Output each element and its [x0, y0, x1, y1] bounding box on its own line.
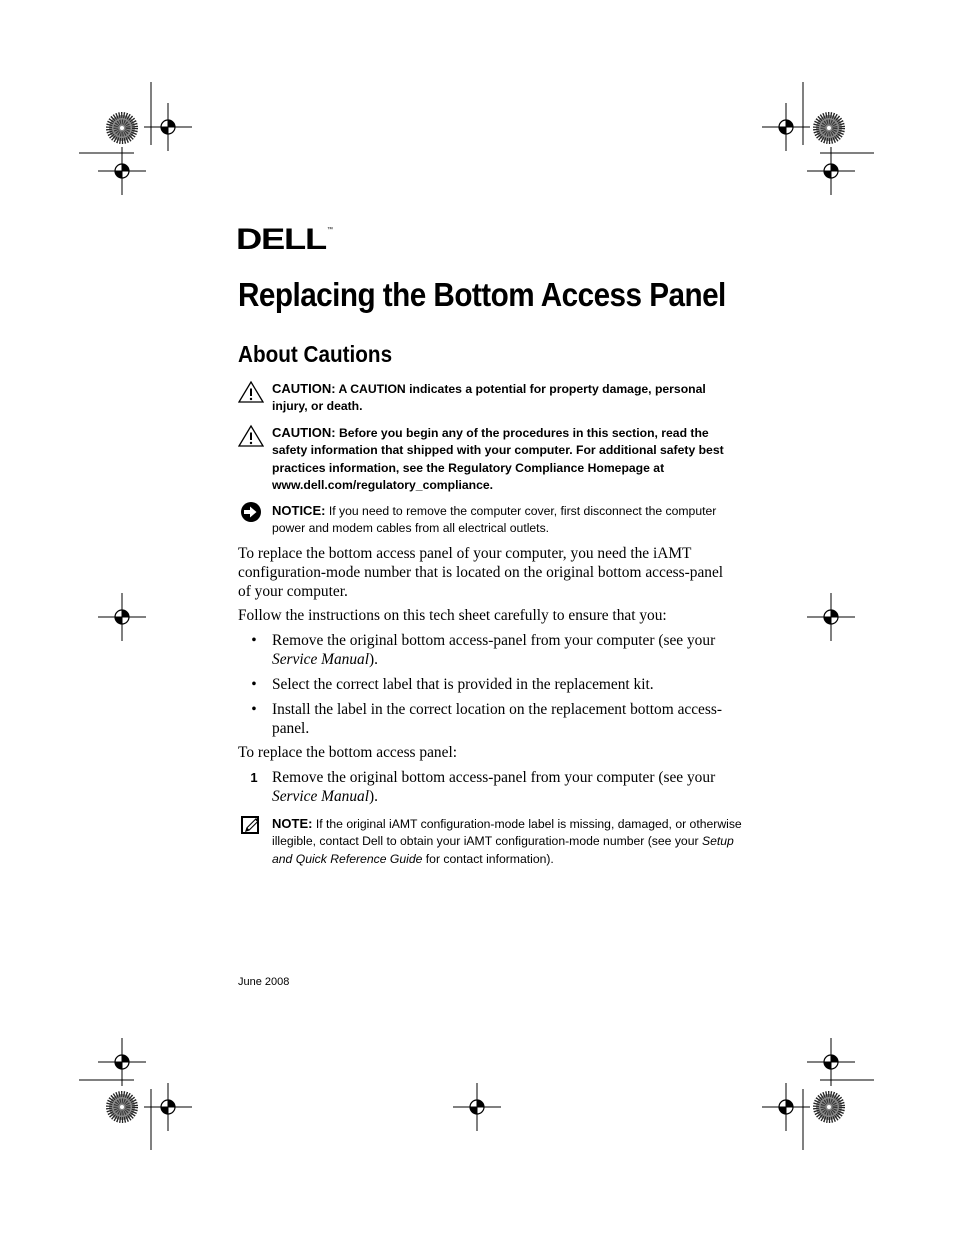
bullet-text: Remove the original bottom access-panel from your computer (see your	[272, 632, 716, 649]
notice-text: If you need to remove the computer cover, first disconnect the computer power and modem cables from all electrical outlets.	[272, 504, 717, 536]
notice-arrow-icon	[238, 502, 264, 526]
caution-alert-1	[238, 380, 743, 420]
caution-text: Before you begin any of the procedures in this section, read the safety information that shipped with your computer. For additional safety best practices information, see the Regulatory Compliance Homepage at www.dell.com/regulatory_compliance.	[272, 426, 724, 493]
list-item	[238, 700, 738, 738]
caution-triangle-icon	[238, 380, 264, 404]
step-number: 1	[250, 770, 258, 785]
dell-logo	[236, 222, 336, 252]
notice-alert	[238, 502, 743, 538]
service-manual-reference: Service Manual	[272, 651, 370, 668]
dell-logo-text: DELL	[236, 223, 327, 252]
note-alert	[238, 815, 743, 869]
follow-paragraph: Follow the instructions on this tech sheet carefully to ensure that you:	[238, 607, 667, 624]
list-item	[238, 631, 738, 669]
note-text: If the original iAMT configuration-mode label is missing, damaged, or otherwise illegible, contact Dell to obtain your iAMT configuration-mode number (see your	[272, 817, 742, 849]
note-label: NOTE:	[272, 816, 313, 831]
caution-label: CAUTION:	[272, 381, 336, 396]
caution-triangle-icon	[238, 424, 264, 448]
bullet-mark: •	[251, 632, 257, 649]
bullet-mark: •	[251, 676, 257, 693]
step-item	[238, 768, 738, 806]
trademark-symbol: ™	[327, 227, 333, 233]
footer-date: June 2008	[238, 976, 290, 988]
setup-guide-reference: Setup and Quick Reference Guide	[272, 834, 734, 866]
caution-text: A CAUTION indicates a potential for property damage, personal injury, or death.	[272, 382, 706, 414]
notice-label: NOTICE:	[272, 503, 326, 518]
page-title: Replacing the Bottom Access Panel	[238, 276, 726, 313]
bullet-text: Select the correct label that is provided in the replacement kit.	[272, 676, 654, 693]
caution-label: CAUTION:	[272, 425, 336, 440]
bullet-text: Install the label in the correct location on the replacement bottom access-panel.	[272, 701, 722, 737]
note-pencil-icon	[238, 815, 264, 839]
note-text-end: for contact information).	[422, 851, 554, 866]
intro-paragraph: To replace the bottom access panel of your computer, you need the iAMT configuration-mode number that is located on the original bottom access-panel of your computer.	[238, 545, 724, 600]
step-text-end: ).	[369, 788, 378, 805]
bullet-text-end: ).	[369, 651, 378, 668]
list-item	[238, 675, 738, 694]
steps-intro: To replace the bottom access panel:	[238, 744, 458, 761]
bullet-mark: •	[251, 701, 257, 718]
step-text: Remove the original bottom access-panel from your computer (see your	[272, 769, 716, 786]
service-manual-reference: Service Manual	[272, 788, 370, 805]
caution-alert-2	[238, 424, 743, 496]
section-heading: About Cautions	[238, 341, 393, 367]
